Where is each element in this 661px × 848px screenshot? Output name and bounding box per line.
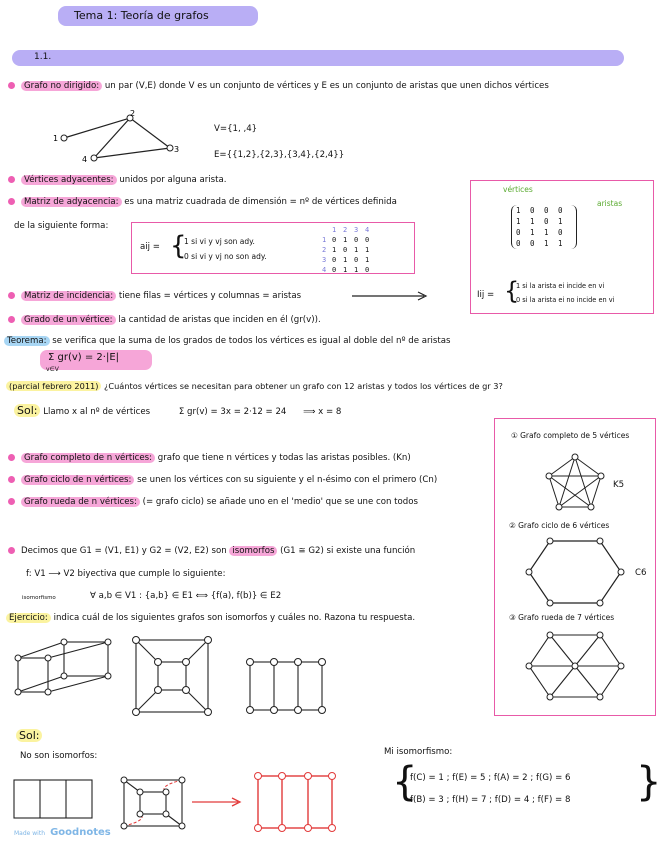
sol-calc: Σ gr(v) = 3x = 2·12 = 24 (178, 407, 287, 417)
matrix-col-header: 4 (365, 226, 370, 234)
isomorfos-func: f: V1 ⟶ V2 biyectiva que cumple lo siguiente: (26, 569, 226, 579)
matrix-cell: 0 (332, 236, 337, 244)
matriz-text: es una matriz cuadrada de dimensión = nº de vértices definida (124, 197, 397, 207)
adyacentes-definition (8, 174, 227, 187)
matrix-row-header: 3 (322, 256, 327, 264)
parcial-text: ¿Cuántos vértices se necesitan para obtener un grafo con 12 aristas y todos los vértices de gr 3? (104, 381, 503, 391)
matriz-label: Matriz de adyacencia: (21, 197, 122, 207)
matrix-row (516, 238, 572, 249)
tipo-label: Grafo ciclo de n vértices: (21, 475, 134, 485)
sol-graph-1 (10, 776, 96, 822)
matrix-cell: 0 (343, 246, 348, 254)
sol-graph-3 (252, 770, 338, 834)
matrix-cell: 1 (365, 256, 370, 264)
edge-set: E={{1,2},{2,3},{3,4},{2,4}} (214, 150, 345, 160)
goodnotes-watermark (14, 820, 111, 839)
bullet (8, 498, 15, 505)
matrix-cell: 1 (354, 266, 359, 274)
bullet (8, 476, 15, 483)
bullet (8, 316, 15, 323)
vertices-label: vértices (503, 185, 533, 194)
mapping-brace-right: } (636, 759, 661, 805)
matrix-cell: 1 (516, 206, 521, 215)
sol-result: ⟹ x = 8 (303, 407, 342, 417)
tipo-label: Grafo rueda de n vértices: (21, 497, 140, 507)
matrix-cell: 0 (332, 266, 337, 274)
aij-case0: 0 si vi y vj no son ady. (184, 252, 267, 261)
incidencia-text: tiene filas = vértices y columnas = aristas (118, 291, 302, 301)
matrix-cell: 0 (558, 228, 563, 237)
no-isomorfos: No son isomorfos: (20, 751, 98, 761)
matrix-cell: 0 (354, 236, 359, 244)
incidence-box (470, 180, 654, 314)
matrix-row (322, 265, 376, 275)
c6-graph (525, 537, 625, 607)
sol2-label (16, 724, 42, 743)
teorema-formula: Σ gr(v) = 2·|E| (48, 352, 120, 363)
section-number: 1.1. (34, 52, 52, 62)
grado-notation: (gr(v)). (290, 315, 321, 325)
matrix-cell: 0 (365, 236, 370, 244)
adjacency-matrix (322, 225, 376, 275)
example-c6-title: ② Grafo ciclo de 6 vértices (509, 521, 610, 530)
aij-case1: 1 si vi y vj son ady. (184, 237, 255, 246)
matrix-row (516, 216, 572, 227)
teorema (4, 335, 451, 348)
tipo-text: se unen los vértices con su siguiente y el n-ésimo con el primero (Cn) (137, 475, 438, 485)
matrix-cell: 1 (354, 246, 359, 254)
sol-text: Llamo x al nº de vértices (43, 407, 151, 417)
matrix-cell: 1 (365, 246, 370, 254)
isomorfos-condition: ∀ a,b ∈ V1 : {a,b} ∈ E1 ⟺ {f(a), f(b)} ∈ E2 (90, 591, 282, 601)
iij-label: Iij = (477, 290, 495, 300)
node-label: 3 (174, 145, 180, 154)
adyacentes-text: unidos por alguna arista. (119, 175, 227, 185)
c6-label: C6 (635, 568, 647, 578)
matrix-cell: 1 (530, 228, 535, 237)
grado-text: la cantidad de aristas que inciden en él (118, 315, 288, 325)
k5-graph (545, 453, 605, 513)
tipo-text: (= grafo ciclo) se añade uno en el 'medio' que se une con todos (142, 497, 418, 507)
matrix-row (516, 205, 572, 216)
case-brace: { (170, 231, 187, 261)
matrix-cell: 1 (516, 217, 521, 226)
tipo-ciclo (8, 474, 437, 487)
matrix-col-header: 1 (332, 226, 337, 234)
grafo-definition (8, 80, 549, 93)
sol-graph-2 (118, 776, 188, 832)
mapping-brace-left: { (392, 759, 418, 805)
incidencia-label: Matriz de incidencia: (21, 291, 116, 301)
matrix-cell: 1 (332, 246, 337, 254)
page-title: Tema 1: Teoría de grafos (74, 9, 209, 22)
matrix-cell: 1 (544, 228, 549, 237)
exercise-graph-1 (14, 636, 114, 700)
matrix-col-header: 3 (354, 226, 359, 234)
isomorfos-notation: (G1 ≅ G2) si existe una función (280, 546, 416, 556)
matrix-row-header: 4 (322, 266, 327, 274)
iij-case1: 1 si la arista ei incide en vi (516, 282, 605, 290)
tipo-label: Grafo completo de n vértices: (21, 453, 155, 463)
bullet (8, 454, 15, 461)
matrix-cell: 1 (343, 266, 348, 274)
matriz-text-2: de la siguiente forma: (14, 221, 109, 231)
node-label: 2 (130, 109, 136, 118)
isomorfos-text: Decimos que G1 = (V1, E1) y G2 = (V2, E2) son (21, 546, 227, 556)
matrix-cell: 0 (332, 256, 337, 264)
sol-label: Sol: (16, 729, 42, 742)
teorema-text: se verifica que la suma de los grados de todos los vértices es igual al doble del nº de aristas (52, 336, 451, 346)
matrix-cell: 0 (544, 206, 549, 215)
matriz-definition (8, 196, 397, 209)
arrow-icon (190, 796, 244, 808)
tipo-rueda (8, 496, 418, 509)
arrow-icon (350, 290, 430, 302)
matrix-cell: 1 (558, 217, 563, 226)
matrix-row-header: 1 (322, 236, 327, 244)
node-label: 4 (82, 155, 88, 164)
matrix-cell: 1 (530, 217, 535, 226)
example-k5-title: ① Grafo completo de 5 vértices (511, 431, 630, 440)
matrix-cell: 0 (354, 256, 359, 264)
case-brace: { (504, 277, 520, 305)
sol-label: Sol: (14, 404, 40, 417)
isomorfismo-side: isomorfismo (22, 595, 56, 601)
matrix-cell: 0 (530, 239, 535, 248)
mi-isomorfismo: Mi isomorfismo: (384, 747, 453, 757)
matrix-cell: 0 (365, 266, 370, 274)
matrix-cell: 0 (558, 206, 563, 215)
aij-label: aij = (140, 242, 160, 252)
watermark-brand: Goodnotes (50, 827, 111, 838)
matrix-cell: 0 (544, 217, 549, 226)
grafo-text: un par (V,E) donde V es un conjunto de vértices y E es un conjunto de aristas que unen dichos vértices (104, 81, 549, 91)
parcial-label: (parcial febrero 2011) (6, 381, 101, 391)
matrix-cell: 1 (544, 239, 549, 248)
exercise-graph-2 (130, 634, 214, 718)
ejercicio (6, 612, 415, 625)
k5-label: K5 (613, 480, 625, 490)
matrix-col-header: 2 (343, 226, 348, 234)
watermark-made: Made with (14, 830, 45, 837)
matrix-cell: 1 (343, 236, 348, 244)
incidence-matrix (511, 205, 577, 249)
matrix-cell: 0 (530, 206, 535, 215)
vertex-set: V={1, ,4} (214, 124, 258, 134)
iij-case0: 0 si la arista ei no incide en vi (516, 296, 615, 304)
adyacentes-label: Vértices adyacentes: (21, 175, 117, 185)
bullet (8, 198, 15, 205)
matrix-cell: 0 (516, 228, 521, 237)
section-bar (12, 50, 624, 66)
matrix-row (322, 245, 376, 255)
isomorfos-label: isomorfos (229, 546, 277, 556)
grafo-label: Grafo no dirigido: (21, 81, 102, 91)
matrix-cell: 1 (558, 239, 563, 248)
matrix-row-header: 2 (322, 246, 327, 254)
exercise-graph-3 (244, 656, 328, 716)
node-label: 1 (53, 134, 59, 143)
matrix-row (322, 255, 376, 265)
grado-definition (8, 314, 321, 327)
bullet (8, 547, 15, 554)
examples-box (494, 418, 656, 716)
teorema-formula-sub: v∈V (46, 366, 59, 373)
adjacency-box (131, 222, 415, 274)
matrix-row (516, 227, 572, 238)
matrix-row (322, 235, 376, 245)
matrix-cell: 0 (516, 239, 521, 248)
parcial-problem (6, 380, 503, 393)
ejercicio-label: Ejercicio: (6, 613, 51, 623)
w7-graph (525, 631, 625, 701)
example-graph (50, 110, 190, 166)
ejercicio-text: indica cuál de los siguientes grafos son isomorfos y cuáles no. Razona tu respuesta. (53, 613, 416, 623)
bullet (8, 82, 15, 89)
grado-label: Grado de un vértice: (21, 315, 116, 325)
tipo-text: grafo que tiene n vértices y todas las aristas posibles. (Kn) (157, 453, 411, 463)
bullet (8, 176, 15, 183)
tipo-completo (8, 452, 411, 465)
teorema-label: Teorema: (4, 336, 50, 346)
example-w7-title: ③ Grafo rueda de 7 vértices (509, 613, 615, 622)
bullet (8, 292, 15, 299)
mapping-1: f(C) = 1 ; f(E) = 5 ; f(A) = 2 ; f(G) = 6 (410, 773, 571, 783)
aristas-label: aristas (597, 199, 623, 208)
sol-1 (14, 404, 341, 419)
isomorfos-definition (8, 545, 415, 558)
incidencia-definition (8, 290, 301, 303)
matrix-cell: 1 (343, 256, 348, 264)
mapping-2: f(B) = 3 ; f(H) = 7 ; f(D) = 4 ; f(F) = 8 (410, 795, 571, 805)
